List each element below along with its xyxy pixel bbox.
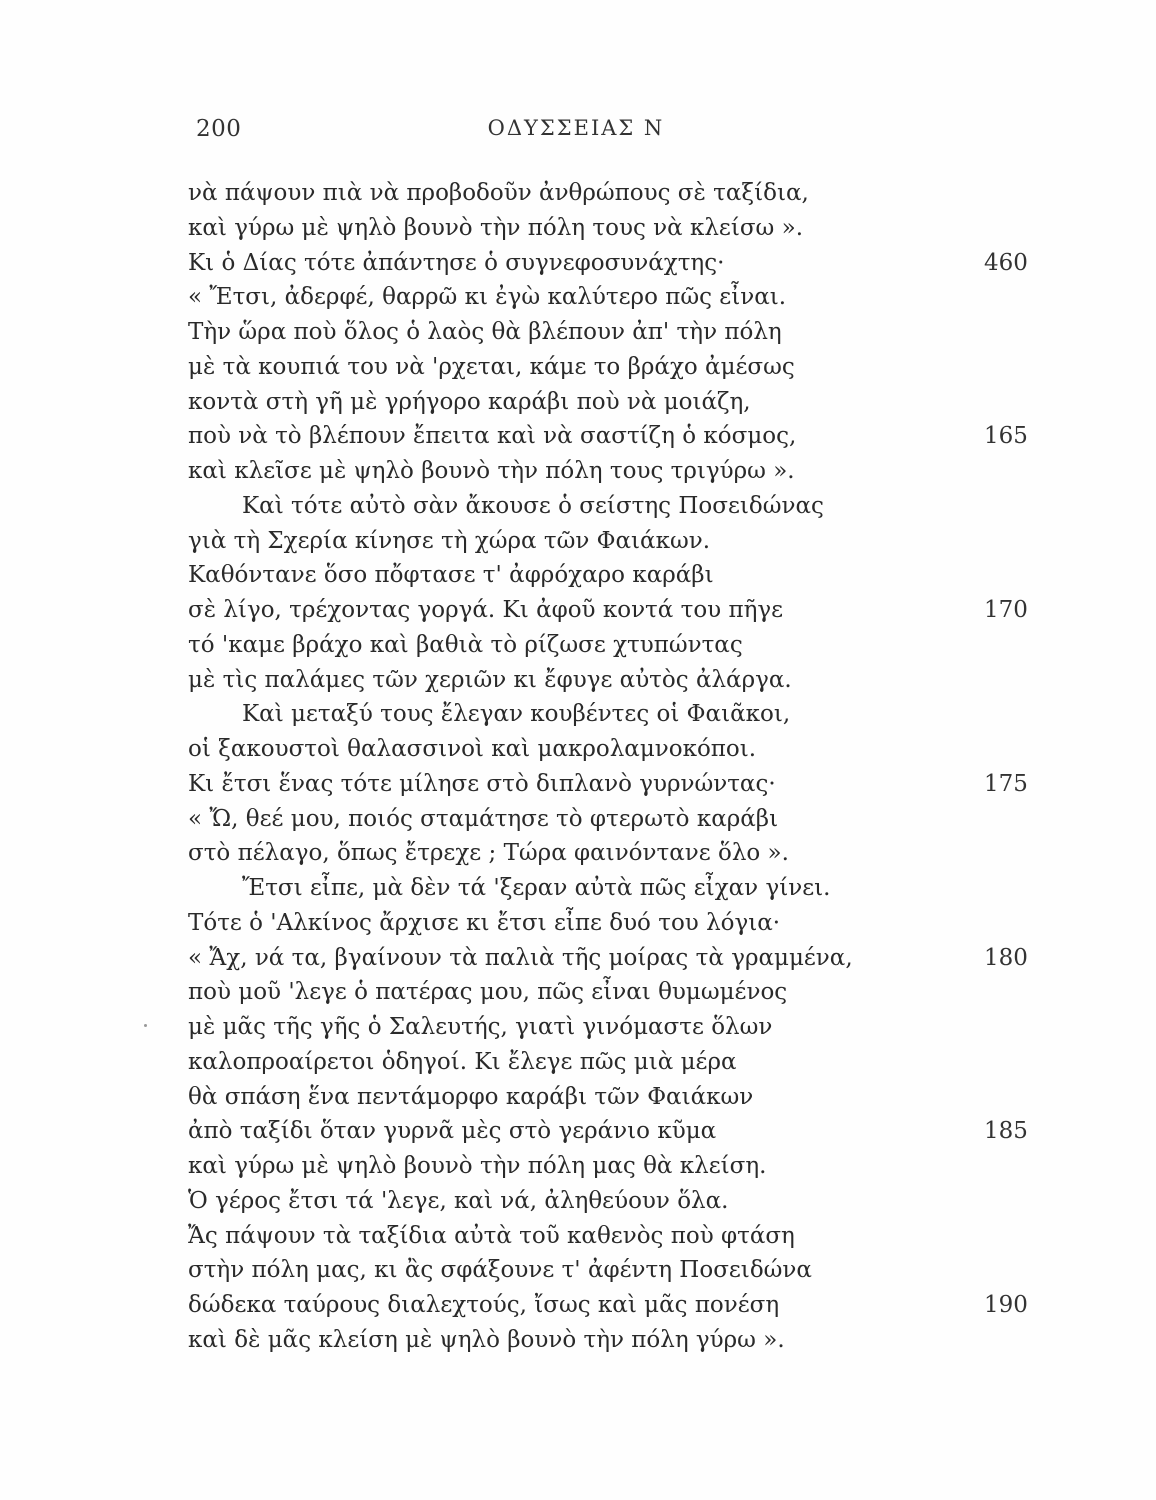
verse-text: Κι ὁ Δίας τότε ἀπάντησε ὁ συγνεφοσυνάχτης· <box>188 249 725 276</box>
verse-line <box>188 1114 1048 1149</box>
margin-dot <box>144 1024 147 1027</box>
verse-line <box>188 176 1048 211</box>
line-number: 165 <box>984 423 1028 450</box>
verse-line <box>188 871 1048 906</box>
verse-text: ἀπὸ ταξίδι ὅταν γυρνᾶ μὲς στὸ γεράνιο κῦμα <box>188 1118 717 1145</box>
verse-text: καλοπροαίρετοι ὁδηγοί. Κι ἔλεγε πῶς μιὰ μέρα <box>188 1048 737 1075</box>
verse-text: καὶ δὲ μᾶς κλείση μὲ ψηλὸ βουνὸ τὴν πόλη γύρω ». <box>188 1326 785 1353</box>
verse-text: δώδεκα ταύρους διαλεχτούς, ἴσως καὶ μᾶς πονέση <box>188 1292 780 1318</box>
verse-line <box>188 524 1048 559</box>
verse-line <box>188 246 1048 281</box>
line-number: 175 <box>984 770 1028 797</box>
verse-line <box>188 280 1048 315</box>
verse-text: θὰ σπάση ἕνα πεντάμορφο καράβι τῶν Φαιάκων <box>188 1083 754 1110</box>
verse-line <box>188 558 1048 593</box>
page-number: 200 <box>196 116 242 142</box>
verse-text: καὶ γύρω μὲ ψηλὸ βουνὸ τὴν πόλη τους νὰ κλείσω ». <box>188 214 804 241</box>
verse-line <box>188 975 1048 1010</box>
verse-text: οἱ ξακουστοὶ θαλασσινοὶ καὶ μακρολαμνοκόποι. <box>188 736 757 762</box>
line-number: 185 <box>984 1118 1028 1145</box>
page-header <box>196 116 956 156</box>
verse-text: νὰ πάψουν πιὰ νὰ προβοδοῦν ἀνθρώπους σὲ ταξίδια, <box>188 180 809 206</box>
verse-text: Κι ἔτσι ἕνας τότε μίλησε στὸ διπλανὸ γυρνώντας· <box>188 770 776 797</box>
running-head: ΟΔΥΣΣΕΙΑΣ Ν <box>487 116 665 140</box>
verse-line <box>188 802 1048 837</box>
verse-text: στὴν πόλη μας, κι ἂς σφάξουνε τ' ἀφέντη Ποσειδώνα <box>188 1257 812 1284</box>
verse-line <box>188 697 1048 732</box>
verse-text: Τὴν ὥρα ποὺ ὅλος ὁ λαὸς θὰ βλέπουν ἀπ' τὴν πόλη <box>188 319 782 345</box>
verse-text: τό 'καμε βράχο καὶ βαθιὰ τὸ ρίζωσε χτυπώντας <box>188 631 743 658</box>
verse-text: μὲ τὰ κουπιά του νὰ 'ρχεται, κάμε το βράχο ἀμέσως <box>188 353 795 380</box>
verse-text: « Ἄχ, νά τα, βγαίνουν τὰ παλιὰ τῆς μοίρας τὰ γραμμένα, <box>188 944 853 971</box>
verse-text: ποὺ μοῦ 'λεγε ὁ πατέρας μου, πῶς εἶναι θυμωμένος <box>188 979 788 1006</box>
verse-line <box>188 628 1048 663</box>
verse-text: Τότε ὁ 'Αλκίνος ἄρχισε κι ἔτσι εἶπε δυό του λόγια· <box>188 909 781 936</box>
line-number: 180 <box>984 944 1028 971</box>
verse-line <box>188 836 1048 871</box>
verse-line <box>188 1323 1048 1358</box>
verse-text: γιὰ τὴ Σχερία κίνησε τὴ χώρα τῶν Φαιάκων. <box>188 527 711 554</box>
verse-text: Καθόντανε ὅσο πὄφτασε τ' ἀφρόχαρο καράβι <box>188 562 714 589</box>
verse-text: μὲ μᾶς τῆς γῆς ὁ Σαλευτής, γιατὶ γινόμαστε ὅλων <box>188 1014 773 1040</box>
verse-text: μὲ τὶς παλάμες τῶν χεριῶν κι ἔφυγε αὐτὸς ἀλάργα. <box>188 666 792 693</box>
verse-text: Καὶ μεταξύ τους ἔλεγαν κουβέντες οἱ Φαιᾶκοι, <box>242 701 791 728</box>
line-number: 170 <box>984 597 1028 623</box>
verse-line <box>188 350 1048 385</box>
verse-line <box>188 767 1048 802</box>
verse-text: Καὶ τότε αὐτὸ σὰν ἄκουσε ὁ σείστης Ποσειδώνας <box>242 492 824 519</box>
verse-text: « Ὤ, θεέ μου, ποιός σταμάτησε τὸ φτερωτὸ καράβι <box>188 805 779 832</box>
verse-text: Ἔτσι εἶπε, μὰ δὲν τά 'ξεραν αὐτὰ πῶς εἶχαν γίνει. <box>242 875 831 901</box>
verse-line <box>188 419 1048 454</box>
verse-line <box>188 1149 1048 1184</box>
verse-line <box>188 941 1048 976</box>
verse-text: καὶ κλεῖσε μὲ ψηλὸ βουνὸ τὴν πόλη τους τριγύρω ». <box>188 458 795 484</box>
verse-line <box>188 732 1048 767</box>
verse-text: Ἄς πάψουν τὰ ταξίδια αὐτὰ τοῦ καθενὸς ποὺ φτάση <box>188 1222 795 1249</box>
verse-line <box>188 1219 1048 1254</box>
verse-line <box>188 1045 1048 1080</box>
verse-line <box>188 1010 1048 1045</box>
verse-line <box>188 906 1048 941</box>
verse-line <box>188 663 1048 698</box>
line-number: 190 <box>984 1292 1028 1318</box>
line-number: 460 <box>984 249 1028 276</box>
verse-text: σὲ λίγο, τρέχοντας γοργά. Κι ἀφοῦ κοντά του πῆγε <box>188 597 784 623</box>
verse-text: ποὺ νὰ τὸ βλέπουν ἔπειτα καὶ νὰ σαστίζη ὁ κόσμος, <box>188 423 797 450</box>
verse-text: καὶ γύρω μὲ ψηλὸ βουνὸ τὴν πόλη μας θὰ κλείση. <box>188 1153 767 1179</box>
verse-text: κοντὰ στὴ γῆ μὲ γρήγορο καράβι ποὺ νὰ μοιάζη, <box>188 388 751 415</box>
verse-line <box>188 489 1048 524</box>
verse-line <box>188 1253 1048 1288</box>
verse-line <box>188 593 1048 628</box>
verse-text: « Ἔτσι, ἀδερφέ, θαρρῶ κι ἐγὼ καλύτερο πῶς εἶναι. <box>188 284 787 311</box>
verse-line <box>188 385 1048 420</box>
verse-line <box>188 1288 1048 1323</box>
verse-text: Ὁ γέρος ἔτσι τά 'λεγε, καὶ νά, ἀληθεύουν ὅλα. <box>188 1187 729 1214</box>
verse-line <box>188 211 1048 246</box>
verse-line <box>188 315 1048 350</box>
verse-line <box>188 1080 1048 1115</box>
verse-text: στὸ πέλαγο, ὅπως ἔτρεχε ; Τώρα φαινόντανε ὅλο ». <box>188 840 789 867</box>
verse-line <box>188 1184 1048 1219</box>
verse-line <box>188 454 1048 489</box>
verse-list <box>188 176 1048 1358</box>
